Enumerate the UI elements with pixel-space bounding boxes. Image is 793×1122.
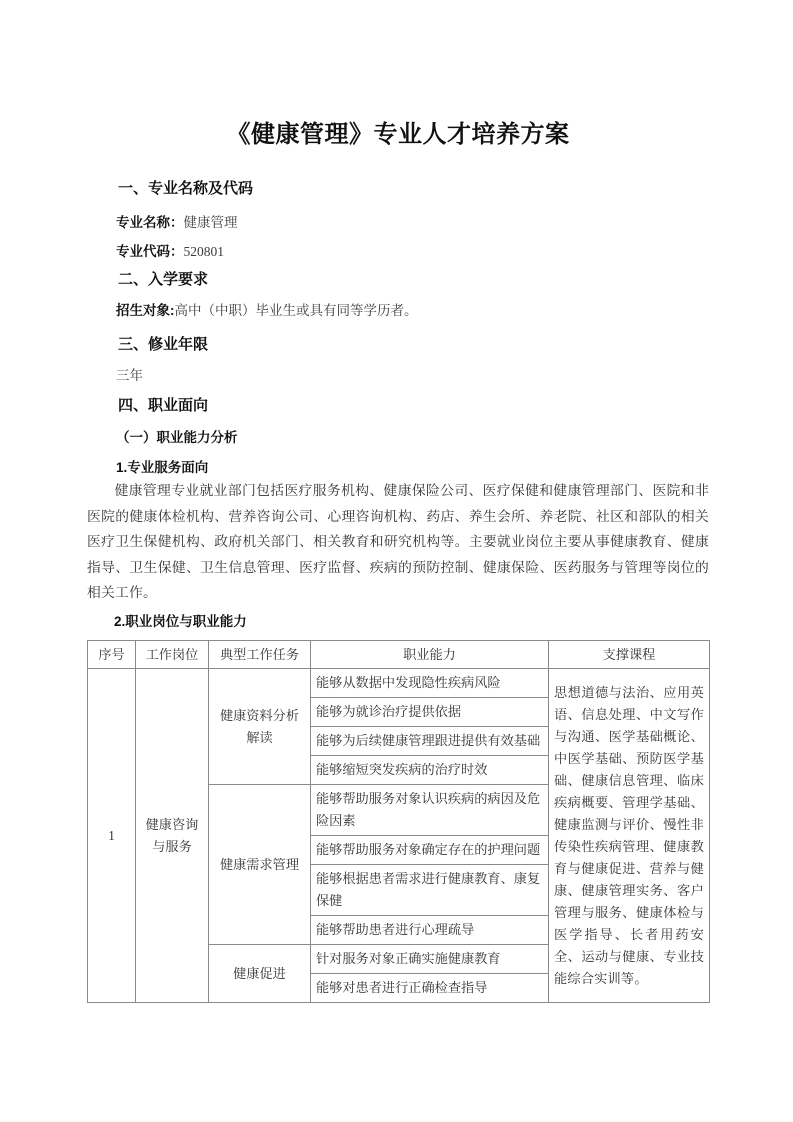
table-header-post: 工作岗位 xyxy=(136,641,209,669)
cell-ability: 能够缩短突发疾病的治疗时效 xyxy=(311,756,549,785)
section-four-sub1-heading: 1.专业服务面向 xyxy=(116,460,209,475)
field-major-name xyxy=(87,216,709,230)
cell-ability: 能够对患者进行正确检查指导 xyxy=(311,974,549,1003)
cell-ability: 能够帮助服务对象确定存在的护理问题 xyxy=(311,836,549,865)
cell-ability: 能够根据患者需求进行健康教育、康复保健 xyxy=(311,865,549,916)
cell-task-2: 健康需求管理 xyxy=(209,785,311,945)
field-admission-target xyxy=(87,304,709,318)
study-duration xyxy=(87,369,709,383)
job-ability-table xyxy=(87,640,710,1003)
section-one-heading: 一、专业名称及代码 xyxy=(118,181,254,197)
cell-ability: 能够帮助患者进行心理疏导 xyxy=(311,916,549,945)
section-four-heading: 四、职业面向 xyxy=(118,398,209,414)
table-header-course: 支撑课程 xyxy=(549,641,710,669)
section-three xyxy=(87,338,709,353)
cell-post: 健康咨询与服务 xyxy=(136,669,209,1003)
field-major-name-label: 专业名称： xyxy=(116,215,184,230)
field-major-name-value: 健康管理 xyxy=(183,215,238,230)
table-header-seq: 序号 xyxy=(88,641,136,669)
study-duration-value: 三年 xyxy=(116,368,143,383)
cell-ability: 能够为后续健康管理跟进提供有效基础 xyxy=(311,727,549,756)
table-header-row xyxy=(88,641,710,669)
page-content xyxy=(87,0,709,995)
table-row xyxy=(88,669,710,698)
section-two-heading: 二、入学要求 xyxy=(118,272,209,288)
table-header-ability: 职业能力 xyxy=(311,641,549,669)
field-major-code xyxy=(87,245,709,259)
section-four xyxy=(87,399,709,414)
field-admission-target-label: 招生对象: xyxy=(116,303,175,318)
page-title: 《健康管理》专业人才培养方案 xyxy=(226,122,570,148)
field-admission-target-value: 高中（中职）毕业生或具有同等学历者。 xyxy=(174,303,418,318)
cell-seq: 1 xyxy=(88,669,136,1003)
cell-task-1: 健康资料分析解读 xyxy=(209,669,311,785)
cell-course: 思想道德与法治、应用英语、信息处理、中文写作与沟通、医学基础概论、中医学基础、预防医学基础、健康信息管理、临床疾病概要、管理学基础、健康监测与评价、慢性非传染性疾病管理、健康教育与健康促进、营养与健康、健康管理实务、客户管理与服务、健康体检与医学指导、长者用药安全、运动与健康、专业技能综合实训等。 xyxy=(549,669,710,1003)
section-two xyxy=(87,273,709,288)
cell-ability: 能够帮助服务对象认识疾病的病因及危险因素 xyxy=(311,785,549,836)
field-major-code-value: 520801 xyxy=(183,244,224,259)
cell-task-3: 健康促进 xyxy=(209,945,311,1003)
section-four-sub2-heading: 2.职业岗位与职业能力 xyxy=(114,614,247,629)
field-major-code-label: 专业代码： xyxy=(116,244,184,259)
section-four-sub-heading: （一）职业能力分析 xyxy=(116,430,238,445)
section-one xyxy=(87,182,709,197)
section-three-heading: 三、修业年限 xyxy=(118,337,209,353)
cell-ability: 能够从数据中发现隐性疾病风险 xyxy=(311,669,549,698)
table-header-task: 典型工作任务 xyxy=(209,641,311,669)
cell-ability: 能够为就诊治疗提供依据 xyxy=(311,698,549,727)
cell-ability: 针对服务对象正确实施健康教育 xyxy=(311,945,549,974)
service-scope-paragraph: 健康管理专业就业部门包括医疗服务机构、健康保险公司、医疗保健和健康管理部门、医院和非医院的健康体检机构、营养咨询公司、心理咨询机构、药店、养生会所、养老院、社区和部队的相关医疗卫生保健机构、政府机关部门、相关教育和研究机构等。主要就业岗位主要从事健康教育、健康指导、卫生保健、卫生信息管理、医疗监督、疾病的预防控制、健康保险、医药服务与管理等岗位的相关工作。 xyxy=(87,483,709,600)
